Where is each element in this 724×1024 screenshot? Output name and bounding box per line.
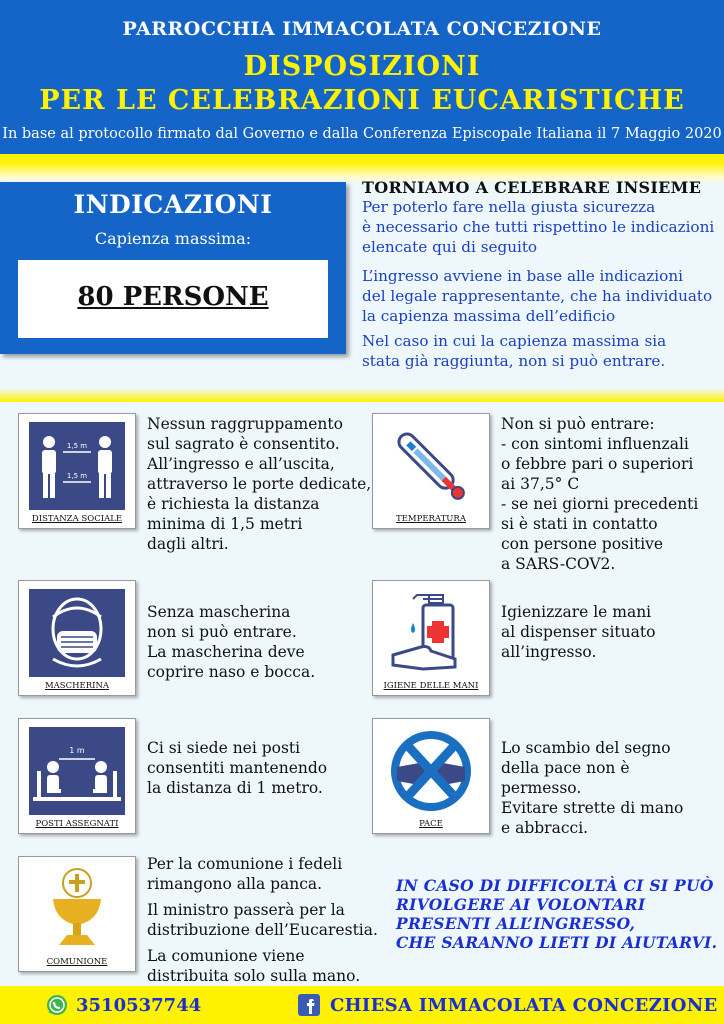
mascherina-caption: MASCHERINA: [44, 681, 110, 691]
thermometer-icon: [383, 422, 479, 510]
facebook-page-name[interactable]: CHIESA IMMACOLATA CONCEZIONE: [330, 995, 718, 1016]
intro-title: TORNIAMO A CELEBRARE INSIEME: [362, 178, 702, 197]
posti-caption: POSTI ASSEGNATI: [35, 819, 119, 829]
yellow-band-middle: [0, 388, 724, 402]
mascherina-text: Senza mascherina non si può entrare. La mascherina deve coprire naso e bocca.: [147, 603, 316, 681]
title-line-1: DISPOSIZIONI: [243, 51, 481, 82]
indicazioni-box: [0, 182, 346, 354]
svg-text:1 m: 1 m: [69, 746, 85, 755]
chalice-icon: [29, 865, 125, 953]
temperatura-caption: TEMPERATURA: [396, 514, 466, 524]
distanza-text: Nessun raggruppamento sul sagrato è consentito. All’ingresso e all’uscita, attraverso le porte dedicate, è richiesta la distanza minima di 1,5 metri dagli altri.: [147, 415, 372, 553]
footer-bar: [0, 986, 724, 1024]
comunione-text: Per la comunione i fedeli rimangono alla panca. Il ministro passerà per la distribuzione dell’Eucarestia. La comunione viene distribuita solo sulla mano.: [147, 855, 378, 985]
pace-caption: PACE: [419, 819, 443, 829]
hand-sanitizer-icon: [383, 589, 479, 677]
capacity-label: Capienza massima:: [94, 229, 252, 248]
posti-text: Ci si siede nei posti consentiti mantenendo la distanza di 1 metro.: [147, 739, 328, 797]
capacity-box: [18, 260, 328, 338]
parish-name: PARROCCHIA IMMACOLATA CONCEZIONE: [122, 18, 602, 40]
face-mask-icon: [29, 589, 125, 677]
assigned-seats-icon: [29, 727, 125, 815]
social-distance-icon: [29, 422, 125, 510]
capacity-value: 80 PERSONE: [77, 282, 269, 312]
igiene-caption: IGIENE DELLE MANI: [383, 681, 479, 691]
intro-paragraph-3: Nel caso in cui la capienza massima sia stata già raggiunta, non si può entrare.: [362, 332, 667, 370]
whatsapp-icon: [46, 994, 68, 1016]
intro-paragraph-1: Per poterlo fare nella giusta sicurezza è necessario che tutti rispettino le indicazioni elencate qui di seguito: [362, 198, 715, 256]
comunione-caption: COMUNIONE: [46, 957, 108, 967]
pace-text: Lo scambio del segno della pace non è permesso. Evitare strette di mano e abbracci.: [501, 739, 684, 837]
protocol-note: In base al protocollo firmato dal Governo e dalla Conferenza Episcopale Italiana il 7 Maggio 2020: [2, 126, 722, 142]
title-line-2: PER LE CELEBRAZIONI EUCARISTICHE: [39, 85, 685, 116]
distanza-sociale-card: [18, 413, 136, 529]
header-banner: [0, 0, 724, 162]
volunteer-help-note: IN CASO DI DIFFICOLTÀ CI SI PUÒ RIVOLGERE AI VOLONTARI PRESENTI ALL’INGRESSO, CHE SARANNO LIETI DI AIUTARVI.: [396, 876, 718, 952]
temperatura-card: [372, 413, 490, 529]
svg-text:1,5 m: 1,5 m: [66, 442, 88, 450]
phone-number[interactable]: 3510537744: [76, 995, 202, 1016]
svg-text:1,5 m: 1,5 m: [66, 472, 88, 480]
igiene-text: Igienizzare le mani al dispenser situato all’ingresso.: [501, 603, 656, 661]
no-handshake-icon: [383, 727, 479, 815]
facebook-icon: [298, 994, 320, 1016]
posti-assegnati-card: [18, 718, 136, 834]
intro-text: [362, 178, 715, 371]
mascherina-card: [18, 580, 136, 696]
temperatura-text: Non si può entrare: - con sintomi influenzali o febbre pari o superiori ai 37,5° C - se nei giorni precedenti si è stati in contatto con persone positive a SARS-COV2.: [501, 415, 699, 573]
igiene-card: [372, 580, 490, 696]
intro-paragraph-2: L’ingresso avviene in base alle indicazioni del legale rappresentante, che ha individuato la capienza massima dell’edificio: [362, 267, 713, 325]
comunione-card: [18, 856, 136, 972]
indicazioni-title: INDICAZIONI: [73, 190, 273, 219]
pace-card: [372, 718, 490, 834]
distanza-caption: DISTANZA SOCIALE: [31, 514, 123, 524]
